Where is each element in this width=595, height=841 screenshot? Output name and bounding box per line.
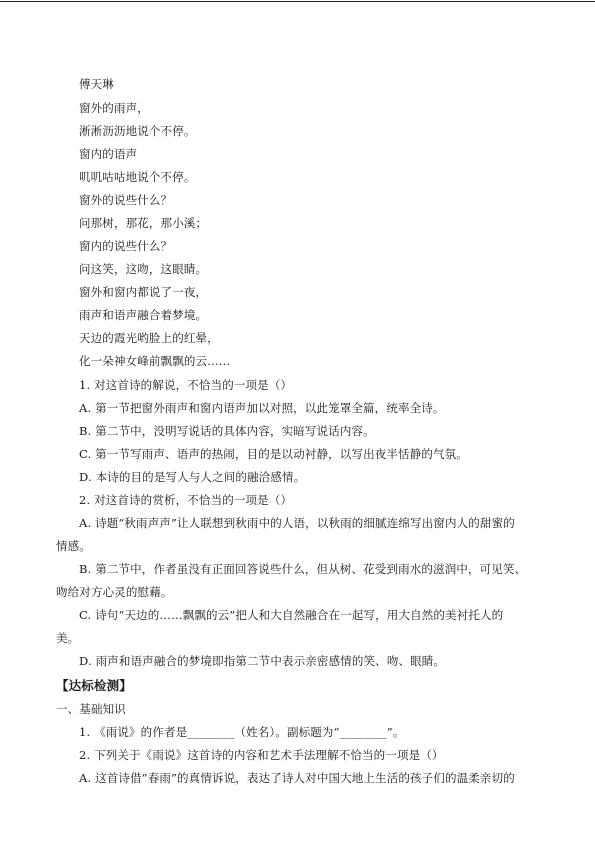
question-stem: 2. 下列关于《雨说》这首诗的内容和艺术手法理解不恰当的一项是（）	[79, 748, 444, 762]
section-title: 【达标检测】	[56, 678, 132, 693]
poem-line: 雨声和语声融合着梦境。	[79, 308, 208, 322]
poem-line: 窗外和窗内都说了一夜，	[79, 285, 208, 299]
option-a-cont: 情感。	[56, 539, 91, 553]
option-a: A. 第一节把窗外雨声和窗内语声加以对照，以此笼罩全篇，统率全诗。	[79, 401, 445, 415]
top-rule	[0, 1, 595, 2]
option-b: B. 第二节中，作者虽没有正面回答说些什么，但从树、花受到雨水的滋润中，可见笑、	[79, 562, 527, 576]
poem-line: 窗内的说些什么？	[79, 239, 173, 253]
option-b-cont: 吻给对方心灵的慰藉。	[56, 585, 173, 599]
poem-line: 叽叽咕咕地说个不停。	[79, 170, 196, 184]
poem-line: 化一朵神女峰前飘飘的云……	[79, 354, 231, 368]
poem-line: 天边的霞光哟脸上的红晕，	[79, 331, 219, 345]
poem-author: 傅天琳	[79, 77, 114, 91]
poem-line: 窗外的说些什么？	[79, 193, 173, 207]
option-a: A. 诗题“秋雨声声”让人联想到秋雨中的人语，以秋雨的细腻连绵写出窗内人的甜蜜的	[79, 516, 515, 530]
question-stem: 2. 对这首诗的赏析，不恰当的一项是（）	[79, 493, 293, 507]
poem-line: 窗内的语声	[79, 147, 138, 161]
question-stem: 1. 《雨说》的作者是________（姓名）。副标题为“________”。	[79, 725, 405, 739]
question-stem: 1. 对这首诗的解说，不恰当的一项是（）	[79, 378, 293, 392]
option-c-cont: 美。	[56, 631, 80, 645]
option-c: C. 诗句“天边的……飘飘的云”把人和大自然融合在一起写，用大自然的美衬托人的	[79, 608, 504, 622]
option-b: B. 第二节中，没明写说话的具体内容，实暗写说话内容。	[79, 424, 375, 438]
option-d: D. 本诗的目的是写人与人之间的融洽感情。	[79, 470, 306, 484]
poem-line: 淅淅沥沥地说个不停。	[79, 124, 196, 138]
section-subtitle: 一、基础知识	[56, 702, 126, 716]
option-d: D. 雨声和语声融合的梦境即指第二节中表示亲密感情的笑、吻、眼睛。	[79, 654, 446, 668]
poem-line: 问那树，那花，那小溪；	[79, 216, 208, 230]
poem-line: 窗外的雨声，	[79, 101, 149, 115]
poem-line: 问这笑，这吻，这眼睛。	[79, 262, 208, 276]
option-c: C. 第一节写雨声、语声的热闹，目的是以动衬静，以写出夜半恬静的气氛。	[79, 447, 468, 461]
option-a: A. 这首诗借“春雨”的真情诉说，表达了诗人对中国大地上生活的孩子们的温柔亲切的	[79, 771, 515, 785]
